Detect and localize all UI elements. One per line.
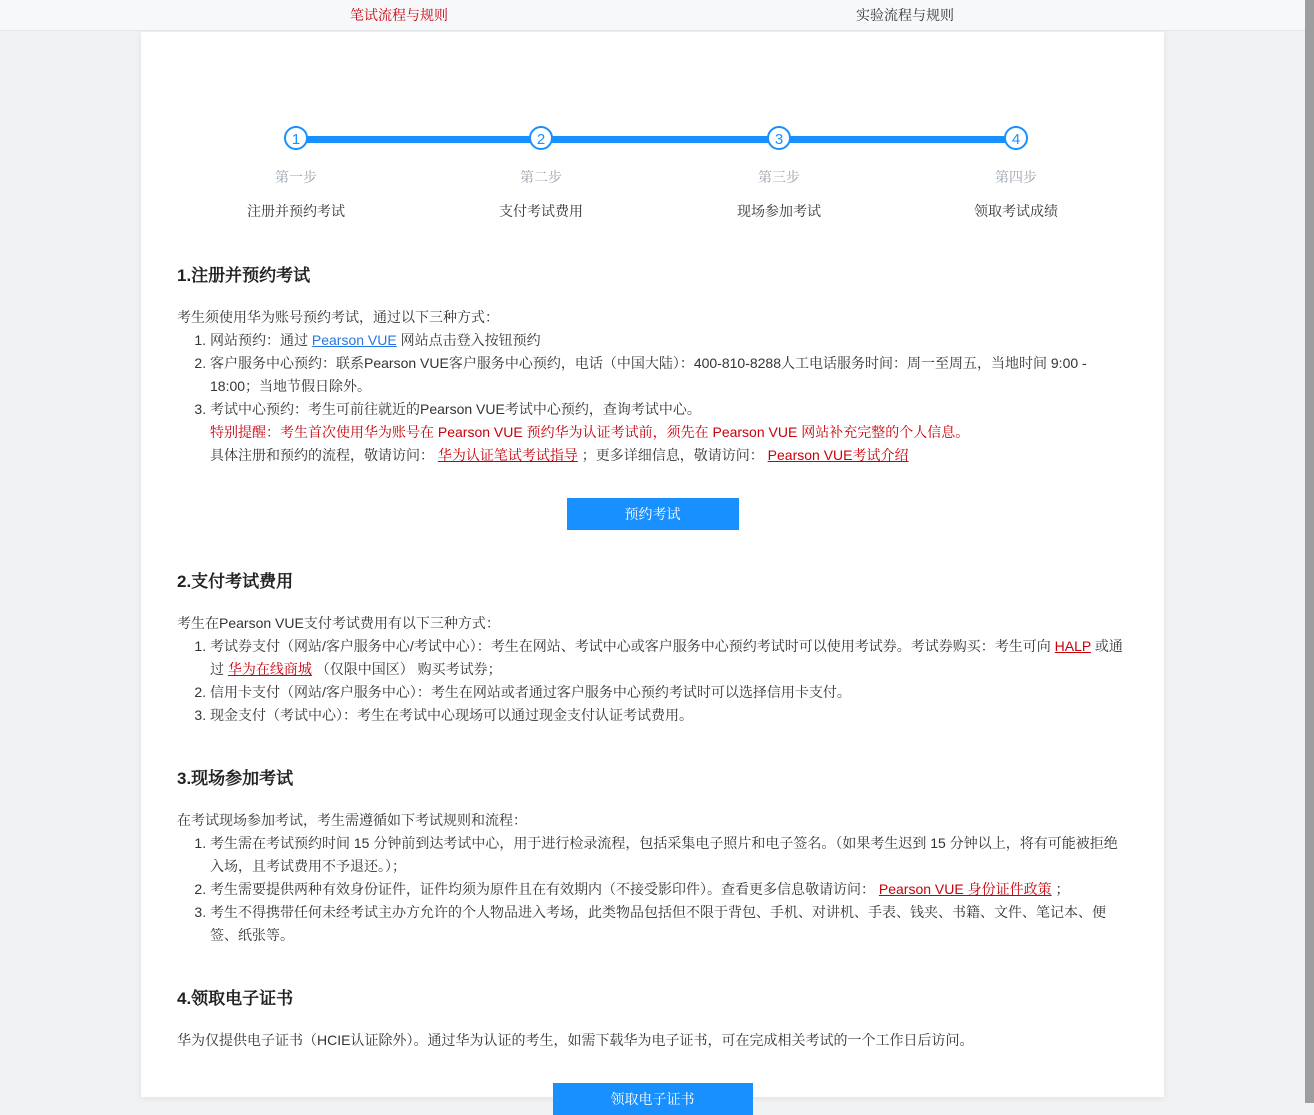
step-subtitle: 第三步	[758, 169, 800, 185]
step-label: 支付考试费用	[499, 203, 583, 219]
list-item	[210, 704, 1128, 727]
blue-text-link[interactable]: Pearson VUE	[311, 332, 397, 348]
body-text: 网站点击登入按钮预约	[396, 332, 541, 348]
body-text: 考生需要提供两种有效身份证件，证件均须为原件且在有效期内（不接受影印件）。查看更多信息敬请访问：	[210, 881, 879, 897]
section-heading: 4.领取电子证书	[177, 989, 294, 1008]
body-text: 客户服务中心预约：联系Pearson VUE客户服务中心预约，电话（中国大陆）：400-810-8288人工电话服务时间：周一至周五，当地时间 9:00 - 18:00；当地节假日除外。	[210, 355, 1087, 394]
body-text: 考试中心预约：考生可前往就近的Pearson VUE考试中心预约，查询考试中心。	[210, 401, 701, 417]
body-text: 具体注册和预约的流程，敬请访问：	[210, 447, 438, 463]
step-label: 注册并预约考试	[247, 203, 345, 219]
body-text: 现金支付（考试中心）：考生在考试中心现场可以通过现金支付认证考试费用。	[210, 707, 693, 723]
list-item	[210, 832, 1128, 878]
body-text: 考生不得携带任何未经考试主办方允许的个人物品进入考场，此类物品包括但不限于背包、手机、对讲机、手表、钱夹、书籍、文件、笔记本、便签、纸张等。	[210, 904, 1106, 943]
list-item	[210, 352, 1128, 398]
body-text: 网站预约：通过	[210, 332, 312, 348]
body-text: 考试券支付（网站/客户服务中心/考试中心）：考生在网站、考试中心或客户服务中心预约考试时可以使用考试券。考试券购买：考生可向	[210, 638, 1055, 654]
red-text-link[interactable]: HALP	[1054, 638, 1091, 654]
content-card	[141, 32, 1164, 1107]
step-subtitle: 第四步	[995, 169, 1037, 185]
section-list	[177, 329, 1128, 467]
step-number-circle: 3	[767, 126, 791, 150]
body-text: ；	[1051, 881, 1070, 897]
body-text: 考生需在考试预约时间 15 分钟前到达考试中心，用于进行检录流程，包括采集电子照片和电子签名。（如果考生迟到 15 分钟以上，将有可能被拒绝入场，且考试费用不予退还。）；	[210, 835, 1118, 874]
step-pay	[431, 126, 651, 221]
list-item	[210, 878, 1128, 901]
section-pay-exam-fee	[177, 570, 1128, 727]
step-subtitle: 第二步	[520, 169, 562, 185]
section-intro	[177, 612, 1128, 635]
top-tab-bar	[0, 0, 1314, 31]
red-text-link[interactable]: 华为在线商城	[227, 661, 312, 677]
red-text-link[interactable]: 华为认证笔试考试指导	[437, 447, 578, 463]
section-attend-exam	[177, 767, 1128, 947]
section-list	[177, 832, 1128, 947]
section-intro	[177, 1029, 1128, 1052]
body-text: ；更多详细信息，敬请访问：	[577, 447, 768, 463]
body-text: 在考试现场参加考试，考生需遵循如下考试规则和流程：	[177, 812, 527, 828]
warning-text: 特别提醒：考生首次使用华为账号在 Pearson VUE 预约华为认证考试前，须先在 Pearson VUE 网站补充完整的个人信息。	[210, 424, 970, 440]
body-text: 信用卡支付（网站/客户服务中心）：考生在网站或者通过客户服务中心预约考试时可以选择信用卡支付。	[210, 684, 851, 700]
red-text-link[interactable]: Pearson VUE 身份证件政策	[878, 881, 1052, 897]
body-text: （仅限中国区） 购买考试券；	[311, 661, 502, 677]
tab-lab-exam-process[interactable]: 实验流程与规则	[856, 7, 954, 23]
section-heading: 2.支付考试费用	[177, 572, 294, 591]
step-register	[186, 126, 406, 221]
body-text: 考生须使用华为账号预约考试，通过以下三种方式：	[177, 309, 499, 325]
exam-steps-progress	[141, 79, 1164, 224]
step-label: 现场参加考试	[737, 203, 821, 219]
step-number-circle: 4	[1004, 126, 1028, 150]
tab-written-exam-process[interactable]: 笔试流程与规则	[350, 7, 448, 23]
page-content	[141, 264, 1164, 1115]
list-item	[210, 329, 1128, 352]
section-heading: 1.注册并预约考试	[177, 266, 311, 285]
book-exam-button[interactable]: 预约考试	[567, 498, 739, 530]
vertical-scrollbar[interactable]	[1305, 0, 1314, 1103]
step-number-circle: 2	[529, 126, 553, 150]
step-attend	[669, 126, 889, 221]
section-register-and-book	[177, 264, 1128, 530]
step-label: 领取考试成绩	[974, 203, 1058, 219]
section-intro	[177, 306, 1128, 329]
list-item	[210, 681, 1128, 704]
section-get-certificate	[177, 987, 1128, 1115]
section-heading: 3.现场参加考试	[177, 769, 294, 788]
list-item	[210, 901, 1128, 947]
body-text: 或通过	[210, 638, 1123, 677]
step-number-circle: 1	[284, 126, 308, 150]
step-subtitle: 第一步	[275, 169, 317, 185]
list-item	[210, 398, 1128, 467]
section-list	[177, 635, 1128, 727]
get-certificate-button[interactable]: 领取电子证书	[553, 1083, 753, 1115]
list-item	[210, 635, 1128, 681]
red-text-link[interactable]: Pearson VUE考试介绍	[767, 447, 909, 463]
body-text: 考生在Pearson VUE支付考试费用有以下三种方式：	[177, 615, 500, 631]
body-text: 华为仅提供电子证书（HCIE认证除外）。通过华为认证的考生，如需下载华为电子证书，可在完成相关考试的一个工作日后访问。	[177, 1032, 974, 1048]
step-results	[906, 126, 1126, 221]
section-intro	[177, 809, 1128, 832]
